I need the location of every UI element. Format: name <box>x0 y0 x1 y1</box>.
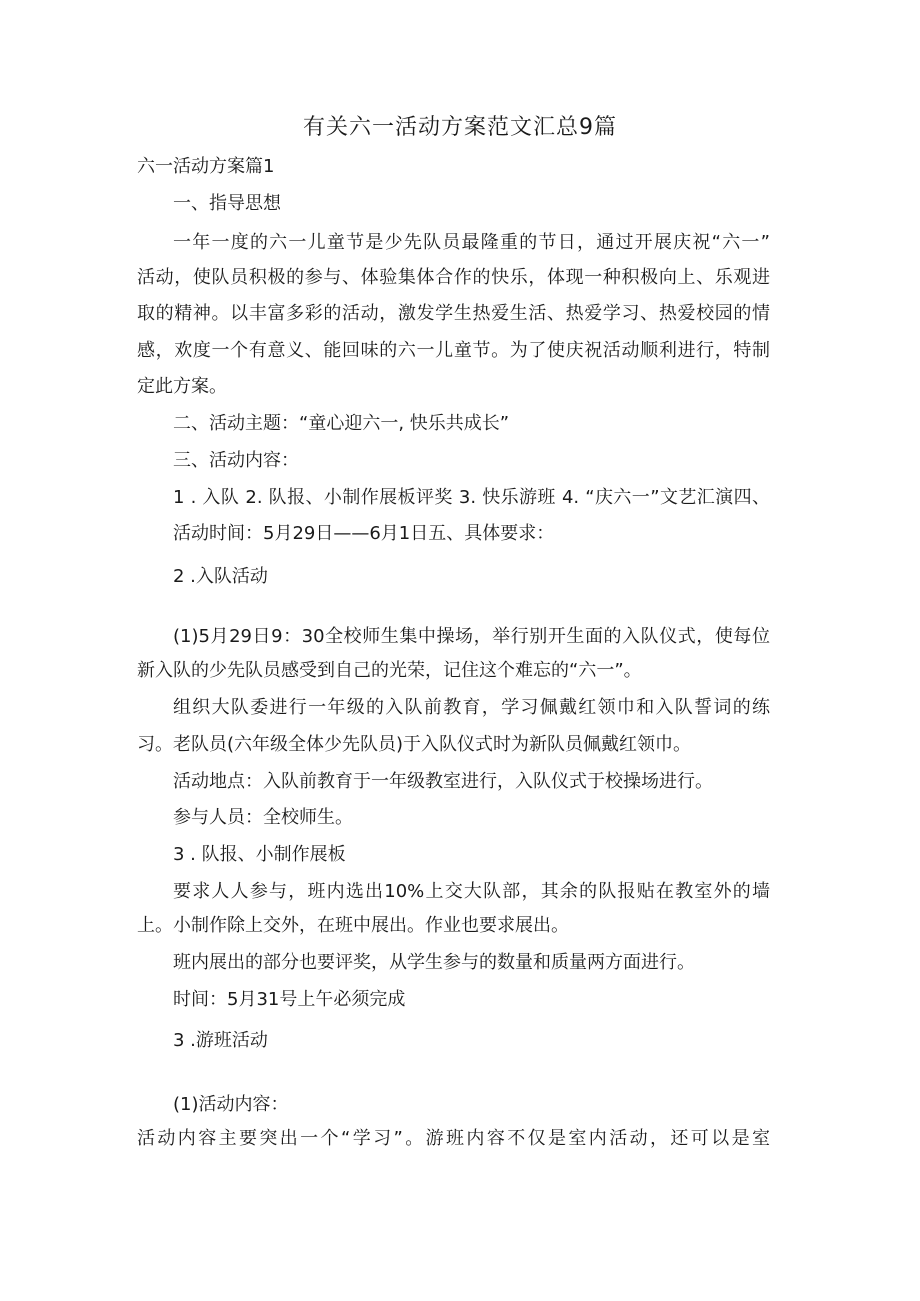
heading-guiding-ideology: 一、指导思想 <box>173 193 281 214</box>
paragraph-line: 感，欢度一个有意义、能回味的六一儿童节。为了使庆祝活动顺利进行，特制 <box>137 340 770 361</box>
paragraph-line: 活动时间：5月29日——6月1日五、具体要求： <box>173 523 555 544</box>
paragraph-line: 取的精神。以丰富多彩的活动，激发学生热爱生活、热爱学习、热爱校园的情 <box>137 303 770 324</box>
paragraph-line: 活动地点：入队前教育于一年级教室进行，入队仪式于校操场进行。 <box>173 771 713 792</box>
paragraph-line: 1 . 入队 2. 队报、小制作展板评奖 3. 快乐游班 4. “庆六一”文艺汇演四、 <box>173 487 770 508</box>
document-title: 有关六一活动方案范文汇总9篇 <box>303 115 617 140</box>
subheading-class-tour: 3 .游班活动 <box>173 1030 268 1051</box>
paragraph-line: (1)5月29日9：30全校师生集中操场，举行别开生面的入队仪式，使每位 <box>173 626 770 647</box>
paragraph-line: 活动，使队员积极的参与、体验集体合作的快乐，体现一种积极向上、乐观进 <box>137 267 770 288</box>
section-heading: 六一活动方案篇1 <box>137 156 275 177</box>
heading-activity-theme: 二、活动主题：“童心迎六一, 快乐共成长” <box>173 413 510 434</box>
paragraph-line: 要求人人参与，班内选出10%上交大队部，其余的队报贴在教室外的墙 <box>173 881 770 902</box>
paragraph-line: 班内展出的部分也要评奖，从学生参与的数量和质量两方面进行。 <box>173 952 695 973</box>
paragraph-line: 组织大队委进行一年级的入队前教育，学习佩戴红领巾和入队誓词的练 <box>173 697 770 718</box>
paragraph-line: (1)活动内容： <box>173 1094 289 1115</box>
paragraph-line: 新入队的少先队员感受到自己的光荣，记住这个难忘的“六一”。 <box>137 660 642 681</box>
paragraph-line: 上。小制作除上交外，在班中展出。作业也要求展出。 <box>137 915 569 936</box>
subheading-join-team: 2 .入队活动 <box>173 566 268 587</box>
subheading-team-newspaper: 3 . 队报、小制作展板 <box>173 844 346 865</box>
paragraph-line: 习。老队员(六年级全体少先队员)于入队仪式时为新队员佩戴红领巾。 <box>137 734 692 755</box>
paragraph-line: 一年一度的六一儿童节是少先队员最隆重的节日，通过开展庆祝“六一” <box>173 232 770 253</box>
paragraph-line: 活动内容主要突出一个“学习”。游班内容不仅是室内活动，还可以是室 <box>137 1128 770 1149</box>
paragraph-line: 时间：5月31号上午必须完成 <box>173 989 406 1010</box>
paragraph-line: 参与人员：全校师生。 <box>173 807 353 828</box>
paragraph-line: 定此方案。 <box>137 376 227 397</box>
heading-activity-content: 三、活动内容： <box>173 450 299 471</box>
